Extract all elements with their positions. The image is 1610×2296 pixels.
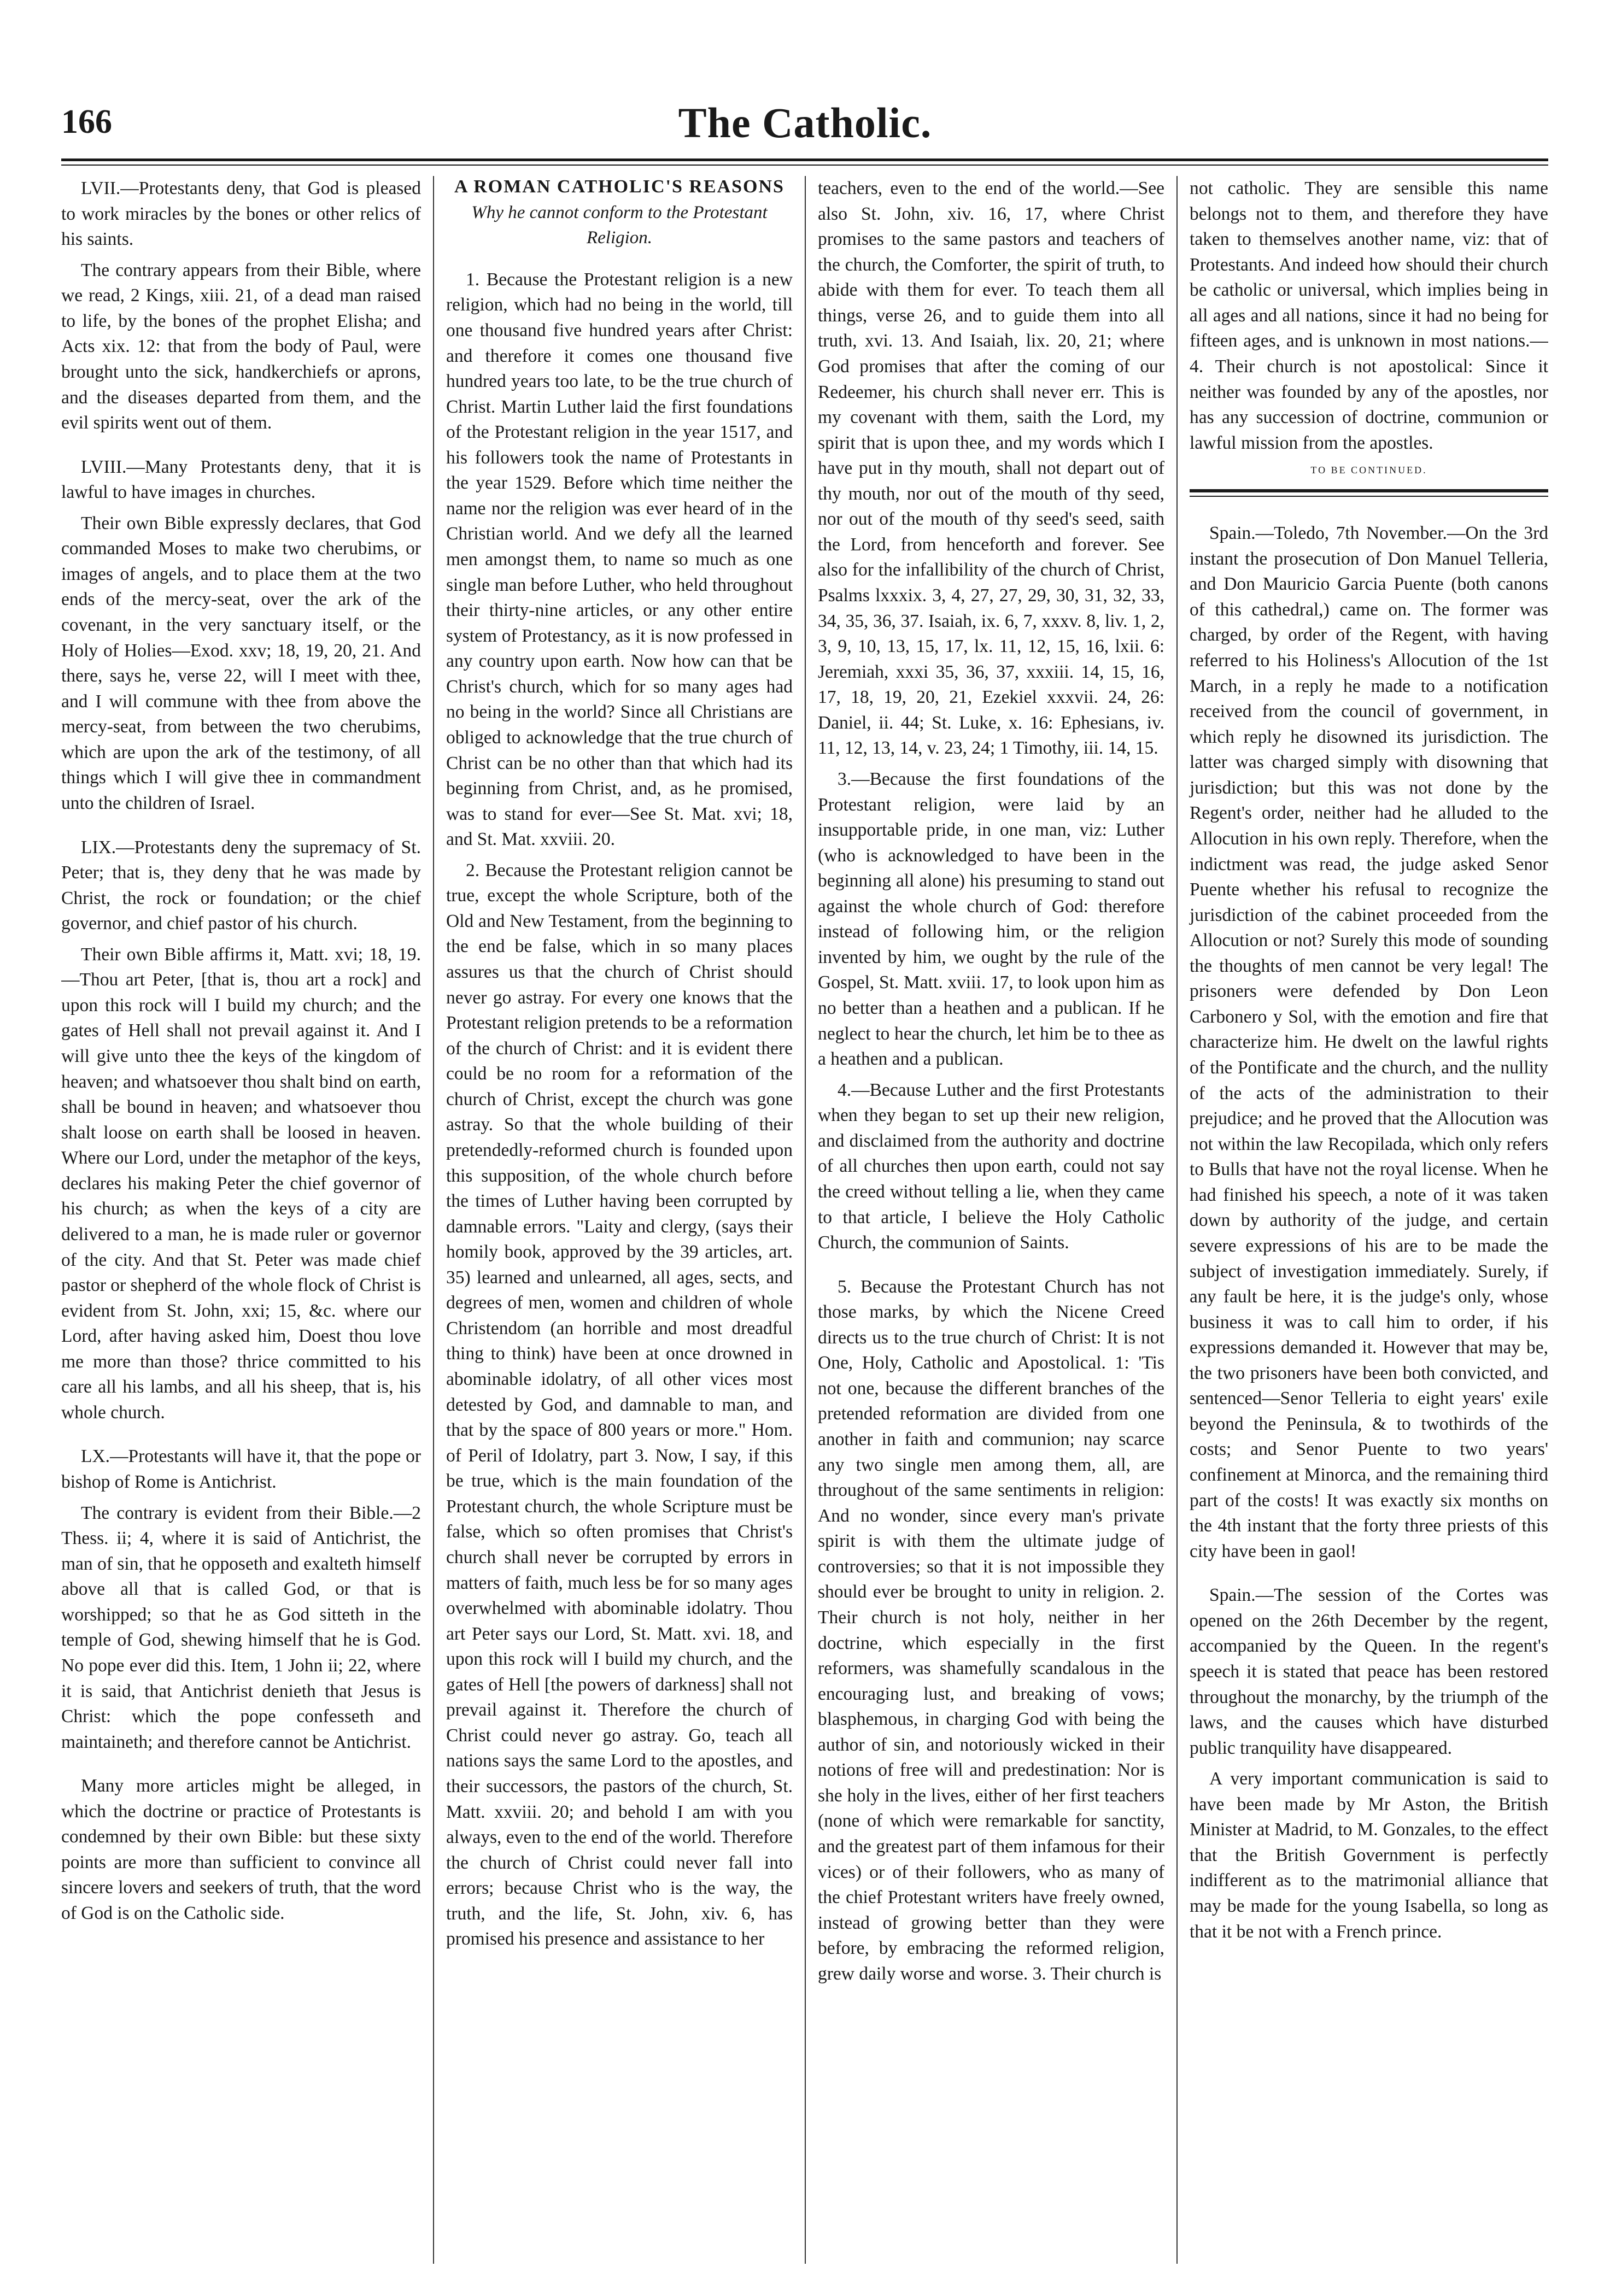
news-aston-communication: A very important communication is said to have been made by Mr Aston, the British Minister at Madrid, to M. Gonzales, to the effect that the British Government is perfectly indifferent as to the matrimonial alliance that may be made for the young Isabella, so long as that it be not with a French prince. (1190, 1769, 1548, 1942)
article-lvii: LVII.—Protestants deny, that God is pleased to work miracles by the bones or other relics of his saints. (61, 178, 421, 250)
news-spain-toledo: Spain.—Toledo, 7th November.—On the 3rd instant the prosecution of Don Manuel Telleria, and Don Mauricio Garcia Puente (both canons of this cathedral,) came on. The former was charged, by order of the Regent, with having referred to his Holiness's Allocution of the 1st March, in a reply he made to a notification received from the council of government, in which reply he disowned its jurisdiction. The latter was charged simply with disowning that jurisdiction; but this was not done by the Regent's order, neither had he alluded to the Allocution in his own reply. Therefore, when the indictment was read, the judge asked Senor Puente whether his refusal to recognize the jurisdiction of the cabinet proceeded from the Allocution or not? Surely this mode of sounding the thoughts of men cannot be very legal! The prisoners were defended by Don Leon Carbonero y Sol, with the emotion and fire that characterize him. He dwelt on the lawful rights of the Pontificate and the church, and the nullity of the acts of the administration to their prejudice; and he proved that the Allocution was not within the law Recopilada, which only refers to Bulls that have not the royal license. When he had finished his speech, a note of it was taken down by authority of the judge, and certain severe expressions of his are to be made the subject of investigation immediately. Surely, if any fault be here, it is the judge's only, whose business it was to call him to order, if his expressions demanded it. However that may be, the two prisoners have been both convicted, and sentenced—Senor Telleria to eight years' exile beyond the Peninsula, & to twothirds of the costs; and Senor Puente to two years' confinement at Minorca, and the remaining third part of the costs! It was exactly six months on the 4th instant that the forty three priests of this city have been in gaol! (1190, 523, 1548, 1561)
paragraph: The contrary is evident from their Bible.—2 Thess. ii; 4, where it is said of Antichrist, the man of sin, that he opposeth and exalteth himself above all that is called God, or that is worshipped; so that he as God sitteth in the temple of God, shewing himself that he is God. No pope ever did this. Item, 1 John ii; 22, where it is said, that Antichrist denieth that Jesus is Christ: which the pope confesseth and maintaineth; and therefore cannot be Antichrist. (61, 1502, 421, 1752)
closing-paragraph: Many more articles might be alleged, in which the doctrine or practice of Protestants is condemned by their own Bible: but these sixty points are more than sufficient to convince all sincere lovers and seekers of truth, that the word of God is on the Catholic side. (61, 1776, 421, 1923)
column-4 (1176, 176, 1548, 2264)
news-spain-cortes: Spain.—The session of the Cortes was opened on the 26th December by the regent, accompanied by the Queen. In the regent's speech it is stated that peace has been restored throughout the monarchy, by the triumph of the laws, and the causes which have disturbed public tranquility have disappeared. (1190, 1585, 1548, 1758)
to-be-continued: TO BE CONTINUED. (1310, 465, 1427, 476)
reason-2: 2. Because the Protestant religion cannot be true, except the whole Scripture, both of the Old and New Testament, from the beginning to the end be false, which in so many places assures us that the church of Christ should never go astray. For every one knows that the Protestant religion pretends to be a reformation of the church of Christ: and it is evident there could be no room for a reformation of the church of Christ, except the church was gone astray. So that the whole building of their pretendedly-reformed church is founded upon this supposition, of the whole church before the times of Luther having been corrupted by damnable errors. "Laity and clergy, (says their homily book, approved by the 39 articles, art. 35) learned and unlearned, all ages, sects, and degrees of men, women and children of whole Christendom (an horrible and most dreadful thing to think) have been at once drowned in abominable idolatry, of all other vices most detested by God, and damnable to man, and that by the space of 800 years or more." Hom. of Peril of Idolatry, part 3. Now, I say, if this be true, which is the main foundation of the Protestant church, the whole Scripture must be false, which so often promises that Christ's church shall never be corrupted by errors in matters of faith, much less be for so many ages overwhelmed with abominable idolatry. Thou art Peter says our Lord, St. Matt. xvi. 18, and upon this rock will I build my church, and the gates of Hell [the powers of darkness] shall not prevail against it. Therefore the church of Christ could never go astray. Go, teach all nations says the same Lord to the apostles, and their successors, the pastors of the church, St. Matt. xxviii. 20; and behold I am with you always, even to the end of the world. Therefore the church of Christ could never fall into errors; because Christ who is the way, the truth, and the life, St. John, xiv. 6, has promised his presence and assistance to her (446, 860, 793, 1949)
text-columns (61, 176, 1548, 2264)
column-3 (805, 176, 1176, 2264)
article-lviii: LVIII.—Many Protestants deny, that it is lawful to have images in churches. (61, 456, 421, 503)
article-lx: LX.—Protestants will have it, that the pope or bishop of Rome is Antichrist. (61, 1446, 421, 1492)
paragraph: The contrary appears from their Bible, where we read, 2 Kings, xiii. 21, of a dead man raised to life, by the bones of the prophet Elisha; and Acts xix. 12: that from the body of Paul, were brought unto the sick, handkerchiefs or aprons, and the diseases departed from them, and the evil spirits went out of them. (61, 260, 421, 433)
paragraph-continued: teachers, even to the end of the world.—See also St. John, xiv. 16, 17, where Christ promises to the same pastors and teachers of the church, the Comforter, the spirit of truth, to abide with them for ever. To teach them all things, verse 26, and to guide them into all truth, xvi. 13. And Isaiah, lix. 20, 21; where God promises that after the coming of our Redeemer, his church shall never err. This is my covenant with them, saith the Lord, my spirit that is upon thee, and my words which I have put in thy mouth, shall not depart out of thy mouth, nor out of the mouth of thy seed, nor out of the mouth of thy seed's seed, saith the Lord, from henceforth and forever. See also for the infallibility of the church of Christ, Psalms lxxxix. 3, 4, 27, 27, 29, 30, 31, 32, 33, 34, 35, 36, 37. Isaiah, ix. 6, 7, xxxv. 8, liv. 1, 2, 3, 9, 10, 13, 15, 17, lx. 11, 12, 15, 16, lxii. 6: Jeremiah, xxxi 35, 36, 37, xxxiii. 14, 15, 16, 17, 18, 19, 20, 21, Ezekiel xxxvii. 24, 26: Daniel, ii. 44; St. Luke, x. 16: Ephesians, iv. 11, 12, 13, 14, v. 23, 24; 1 Timothy, iii. 14, 15. (818, 178, 1164, 759)
page-number: 166 (61, 103, 112, 140)
section-divider (1190, 489, 1548, 497)
reason-4: 4.—Because Luther and the first Protestants when they began to set up their new religion, and disclaimed from the authority and doctrine of all churches then upon earth, could not say the creed without telling a lie, when they came to that article, I believe the Holy Catholic Church, the communion of Saints. (818, 1079, 1164, 1253)
paragraph: Their own Bible affirms it, Matt. xvi; 18, 19.—Thou art Peter, [that is, thou art a rock] and upon this rock will I build my church; and the gates of Hell shall not prevail against it. And I will give unto thee the keys of the kingdom of heaven; and whatsoever thou shalt bind on earth, shall be bound in heaven; and whatsoever thou shalt loose on earth shall be loosed in heaven. Where our Lord, under the metaphor of the keys, declares his making Peter the chief governor of his church; as when the keys of a city are delivered to a man, he is made ruler or governor of the city. And that St. Peter was made chief pastor or shepherd of the whole flock of Christ is evident from St. John, xxi; 15, &c. where our Lord, after having asked him, Doest thou love me more than those? thrice committed to his care all his lambs, and all his sheep, that is, his whole church. (61, 944, 421, 1423)
masthead-title: The Catholic. (678, 99, 932, 146)
paragraph-continued: not catholic. They are sensible this name belongs not to them, and therefore they have taken to themselves another name, viz: that of Protestants. And indeed how should their church be catholic or universal, which implies being in all ages and all nations, since it had no being for fifteen ages, and is unknown in most nations.—4. Their church is not apostolical: Since it neither was founded by any of the apostles, nor has any succession of doctrine, communion or lawful mission from the apostles. (1190, 178, 1548, 453)
article-subtitle: Why he cannot conform to the Protestant Religion. (471, 203, 768, 248)
column-2 (433, 176, 805, 2264)
article-title: A ROMAN CATHOLIC'S REASONS (454, 177, 784, 197)
paragraph: Their own Bible expressly declares, that God commanded Moses to make two cherubims, or images of angels, and to place them at the two ends of the mercy-seat, over the ark of the covenant, in the very sanctuary itself, or the Holy of Holies—Exod. xxv; 18, 19, 20, 21. And there, says he, verse 22, will I meet with thee, and I will commune with thee from above the mercy-seat, from between the two cherubims, which are upon the ark of the testimony, of all things which I will give thee in commandment unto the children of Israel. (61, 513, 421, 813)
reason-1: 1. Because the Protestant religion is a new religion, which had no being in the world, till one thousand five hundred years after Christ: and therefore it comes one thousand five hundred years too late, to be the true church of Christ. Martin Luther laid the first foundations of the Protestant religion in the year 1517, and his followers took the name of Protestants in the year 1529. Before which time neither the name nor the religion was ever heard of in the Christian world. And we defy all the learned men amongst them, to name so much as one single man before Luther, who held throughout their thirty-nine articles, or any other entire system of Protestancy, as it is now professed in any country upon earth. Now how can that be Christ's church, which for so many ages had no being in the world? Since all Christians are obliged to acknowledge that the true church of Christ can be no other than that which had its beginning from Christ, and, as he promised, was to stand for ever—See St. Mat. xvi; 18, and St. Mat. xxviii. 20. (446, 269, 793, 850)
column-1 (61, 176, 433, 2264)
article-lix: LIX.—Protestants deny the supremacy of St. Peter; that is, they deny that he was made by Christ, the rock or foundation; or the chief governor, and chief pastor of his church. (61, 837, 421, 934)
header-rule (61, 158, 1548, 166)
reason-5: 5. Because the Protestant Church has not those marks, by which the Nicene Creed directs us to the true church of Christ: It is not One, Holy, Catholic and Apostolical. 1: 'Tis not one, because the different branches of the pretended reformation are divided from one another in faith and communion; nay scarce any two single men among them, all, are throughout of the same sentiments in religion: And no wonder, since every man's private spirit is with them the ultimate judge of controversies; so that it is not impossible they should ever be brought to unity in religion. 2. Their church is not holy, neither in her doctrine, which especially in the first reformers, was shamefully scandalous in the encouraging lust, and breaking of vows; blasphemous, in charging God with being the author of sin, and notoriously wicked in their notions of free will and predestination: Nor is she holy in the lives, either of her first teachers (none of which were remarkable for sanctity, and the greatest part of them infamous for their vices) or of their followers, who as many of the chief Protestant writers have freely owned, instead of growing better than they were before, by embracing the reformed religion, grew daily worse and worse. 3. Their church is (818, 1276, 1164, 1984)
reason-3: 3.—Because the first foundations of the Protestant religion, were laid by an insupportable pride, in one man, viz: Luther (who is acknowledged to have been in the beginning all alone) his presuming to stand out against the whole church of God: therefore instead of following him, or the religion invented by him, we ought by the rule of the Gospel, St. Matt. xviii. 17, to look upon him as no better than a heathen and a publican. If he neglect to hear the church, let him be to thee as a heathen and a publican. (818, 768, 1164, 1070)
